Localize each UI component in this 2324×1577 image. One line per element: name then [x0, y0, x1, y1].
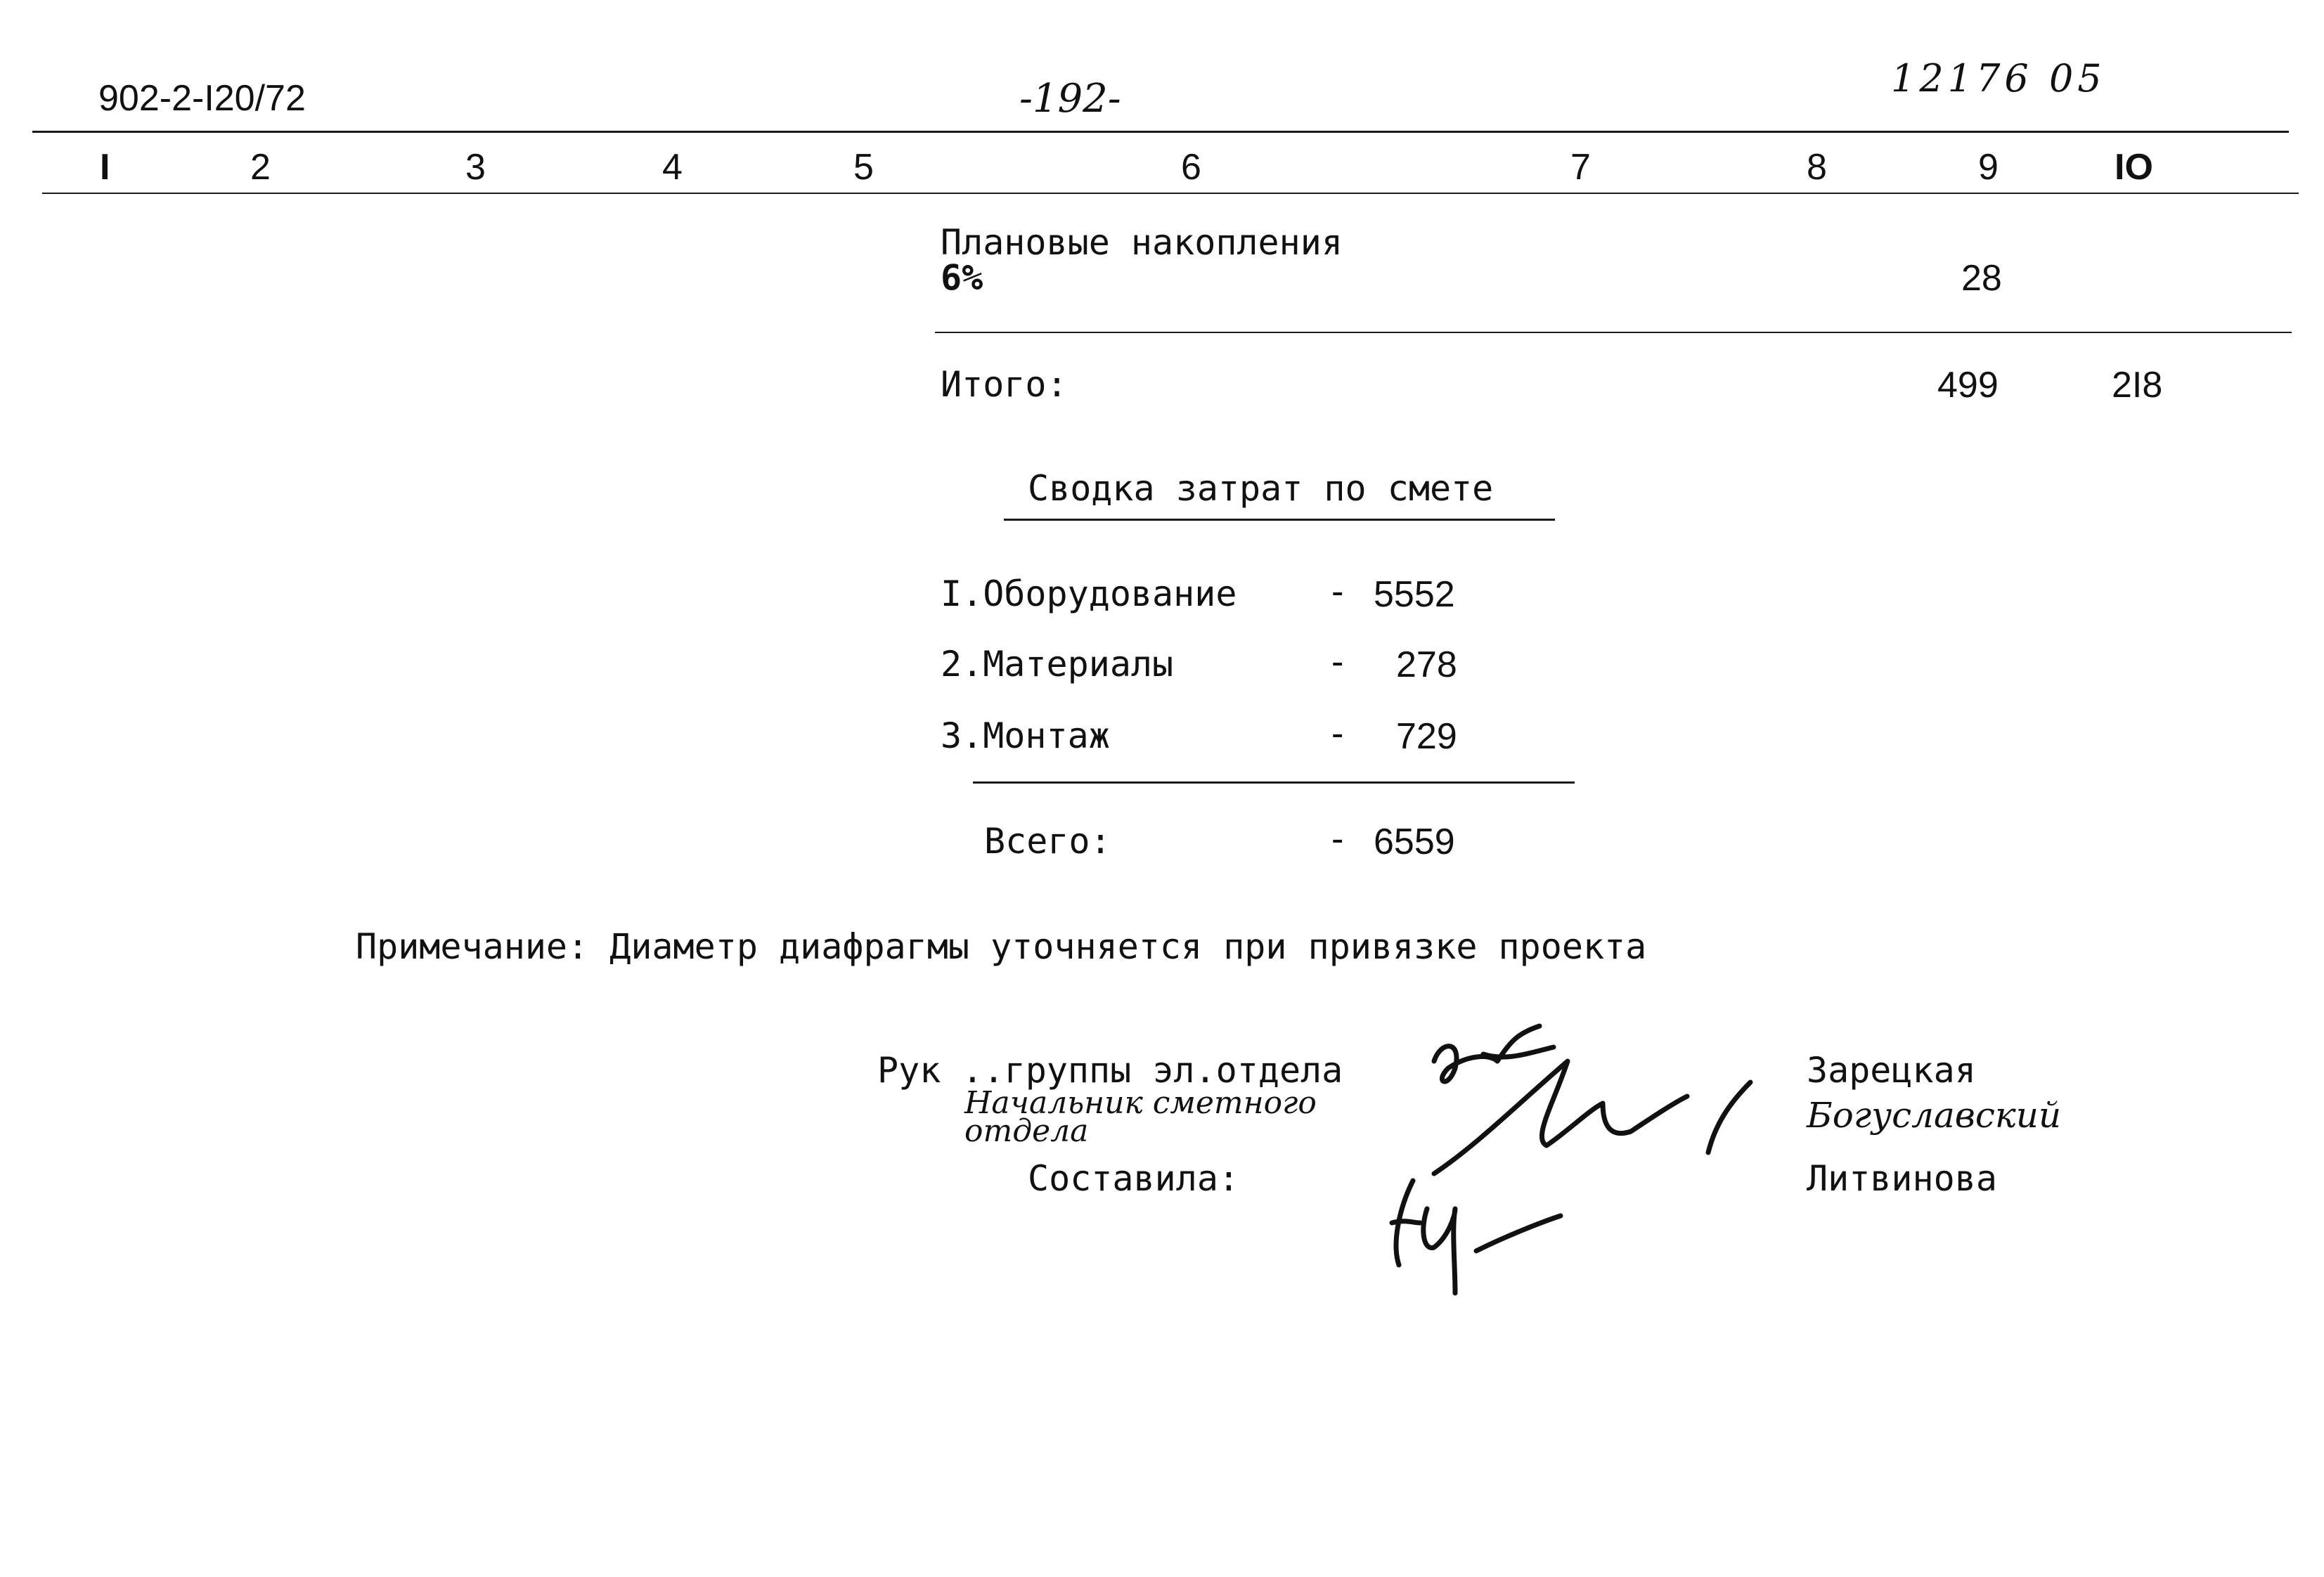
summary-total-dash: - [1331, 819, 1344, 859]
summary-title-underline [1004, 519, 1555, 521]
column-header: 8 [1807, 147, 1827, 188]
header-rule [32, 131, 2289, 133]
column-header: 7 [1570, 147, 1591, 188]
handwritten-signatures [1378, 1012, 1771, 1307]
subtotal-rule [935, 332, 2292, 333]
name-2: Богуславский [1807, 1095, 2062, 1136]
column-header: 5 [853, 147, 874, 188]
row-label: Плановые накопления [941, 222, 1343, 263]
column-header: 4 [662, 147, 683, 188]
row-label-percent: 6% [941, 257, 983, 298]
column-header: 9 [1978, 147, 1999, 188]
row-value-col9: 28 [1961, 258, 2002, 299]
row-value-col10: 2I8 [2112, 365, 2163, 405]
summary-total-label: Всего: [984, 821, 1111, 862]
summary-item-value: 278 [1396, 644, 1457, 685]
summary-total-rule [973, 781, 1575, 784]
inventory-number: 12176 05 [1891, 56, 2106, 100]
column-header: 2 [250, 147, 271, 188]
total-label: Итого: [941, 364, 1068, 405]
name-1: Зарецкая [1807, 1050, 1976, 1091]
summary-item-value: 729 [1396, 716, 1457, 757]
column-header: IO [2115, 147, 2153, 188]
signature-stroke-2 [1434, 1061, 1687, 1174]
role-group-head: Рук ..группы эл.отдела [877, 1050, 1343, 1091]
summary-title: Сводка затрат по смете [1028, 468, 1494, 509]
signature-stroke-4 [1392, 1181, 1561, 1293]
column-header: 6 [1181, 147, 1201, 188]
column-header: I [100, 147, 110, 188]
summary-total-value: 6559 [1374, 822, 1455, 862]
role-estimate-head: Начальник сметного отдела [964, 1085, 1317, 1149]
signature-stroke-3 [1708, 1082, 1750, 1153]
note: Примечание: Диаметр диафрагмы уточняется при привязке проекта [356, 926, 1647, 967]
summary-item-label: 2.Материалы [941, 644, 1174, 684]
name-3: Литвинова [1807, 1158, 1997, 1199]
row-value-col9: 499 [1937, 365, 1999, 405]
document-code: 902-2-I20/72 [98, 78, 306, 119]
summary-item-value: 5552 [1374, 574, 1455, 615]
summary-item-dash: - [1331, 713, 1344, 754]
summary-item-label: I.Оборудование [941, 573, 1237, 614]
column-header: 3 [465, 147, 486, 188]
summary-item-dash: - [1331, 571, 1344, 612]
role-compiler: Составила: [1028, 1158, 1240, 1199]
summary-item-label: 3.Монтаж [941, 715, 1110, 756]
summary-item-dash: - [1331, 642, 1344, 682]
column-header-rule [42, 193, 2299, 194]
page-number: -192- [1019, 76, 1121, 122]
signature-stroke-1 [1434, 1026, 1554, 1082]
